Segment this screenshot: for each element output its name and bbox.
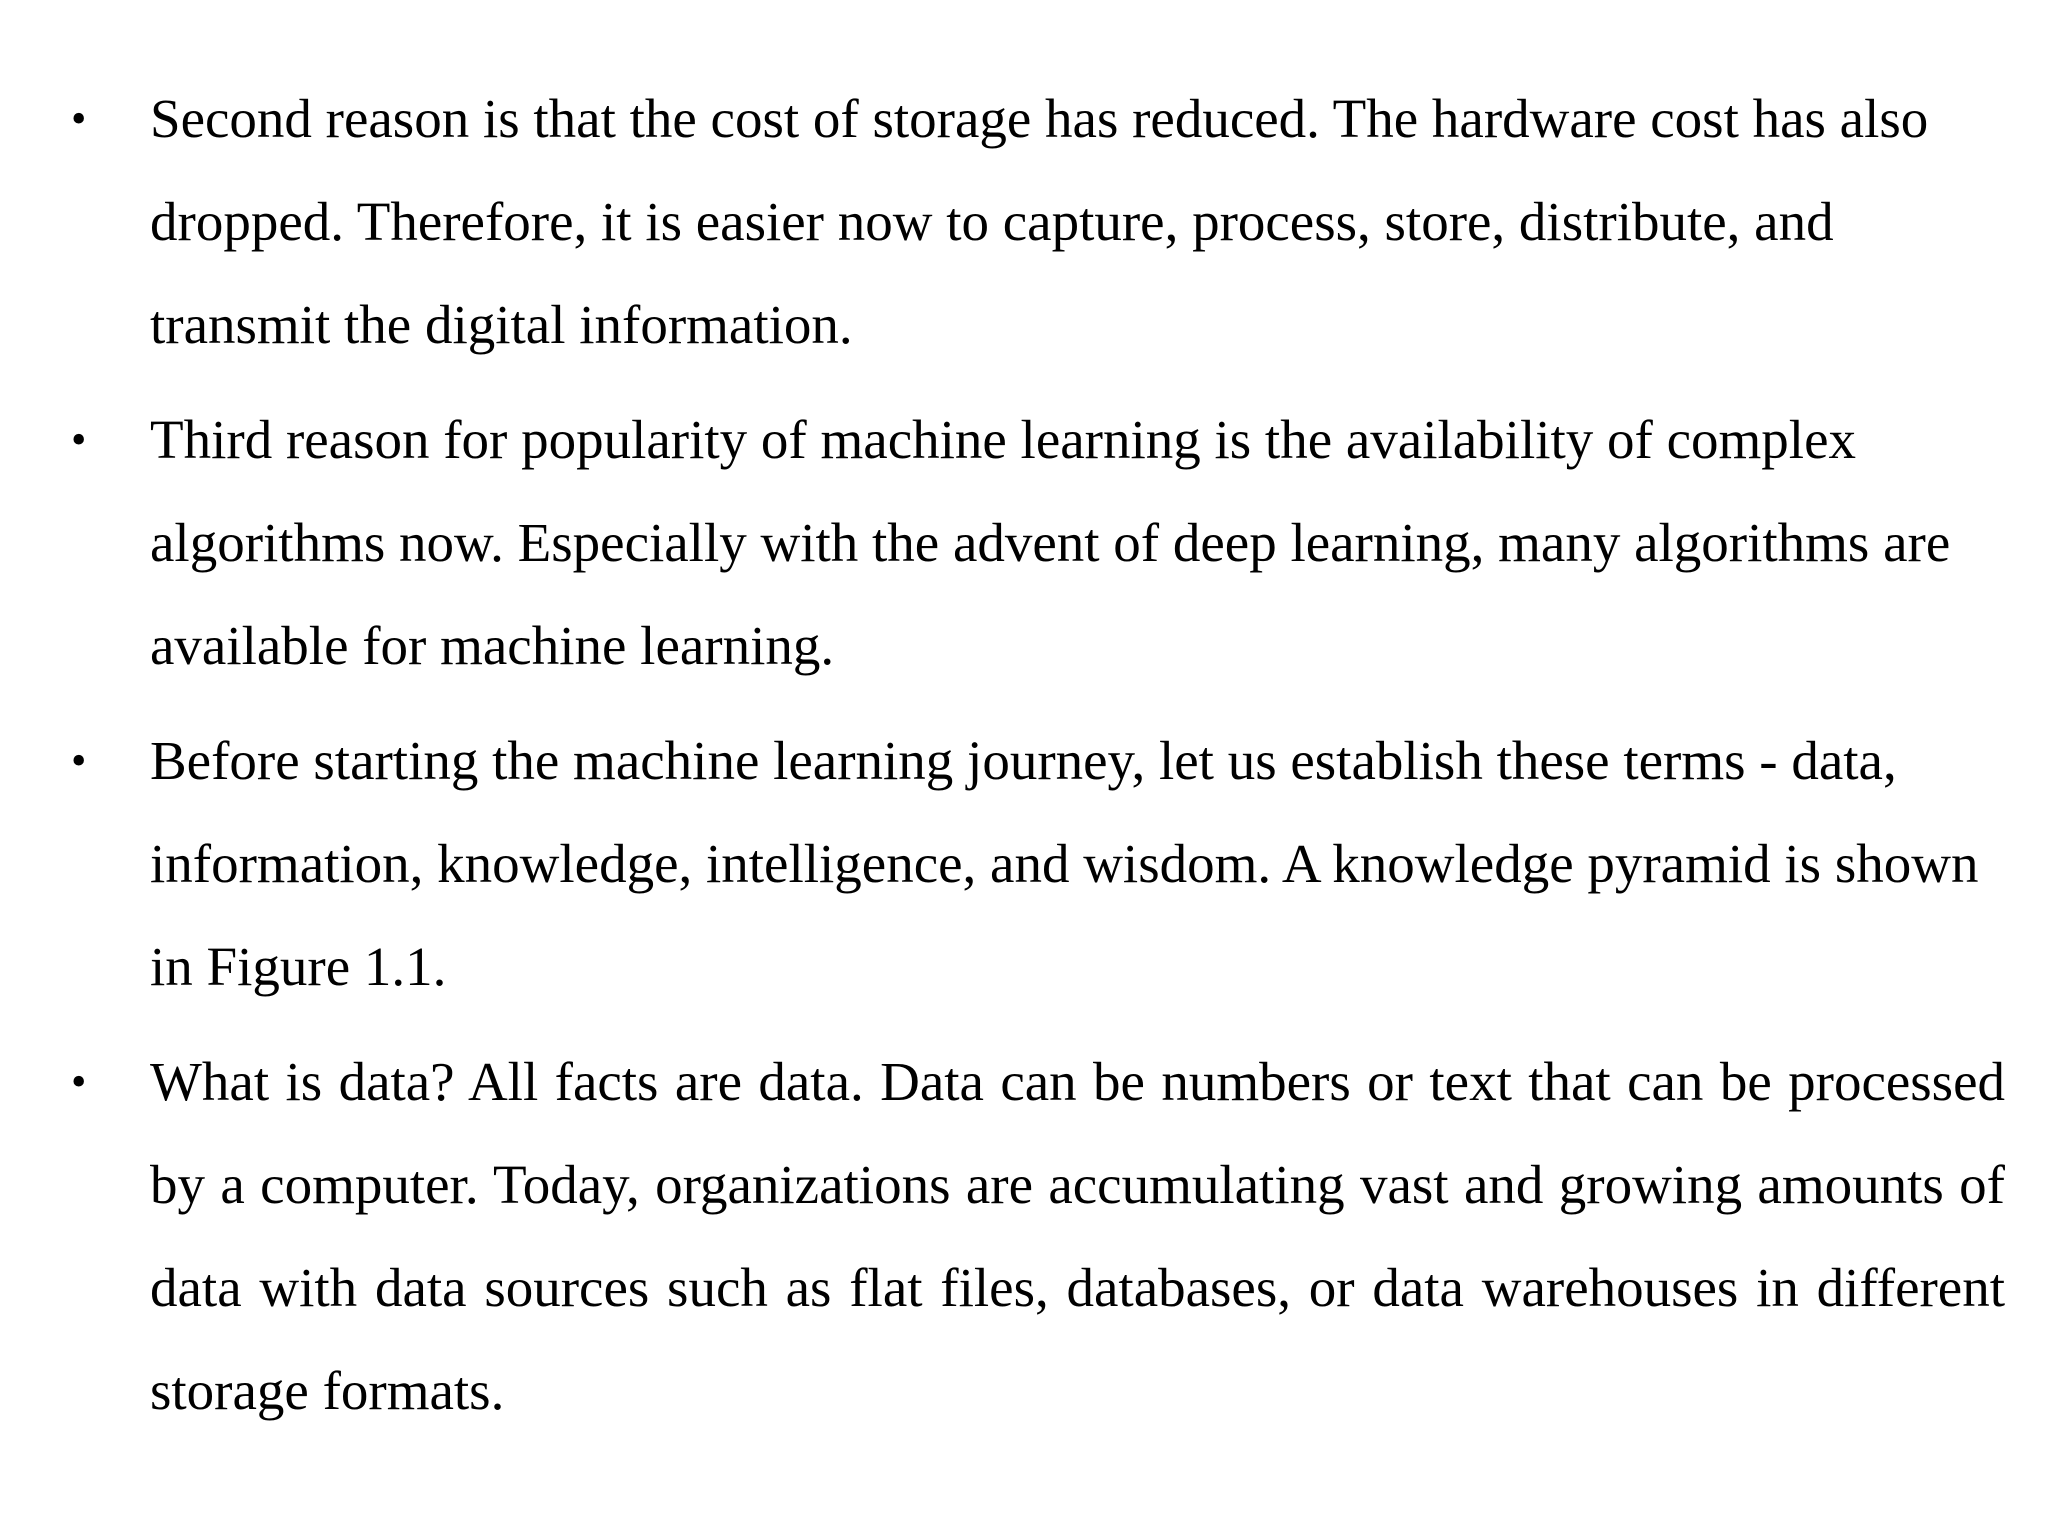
bullet-text-complex-algorithms: Third reason for popularity of machine learning is the availability of complex algorithms now. Especially with the advent of deep learning, many algorithms are available for machine learning. — [150, 409, 1951, 676]
bullet-text-storage-cost: Second reason is that the cost of storage has reduced. The hardware cost has also dropped. Therefore, it is easier now to capture, process, store, distribute, and transmit the digital information. — [150, 88, 1929, 355]
bullet-item-what-is-data — [0, 1030, 2048, 1442]
bullet-text-what-is-data: What is data? All facts are data. Data can be numbers or text that can be processed by a computer. Today, organizations are accumulating vast and growing amounts of data with data sources such as flat files, databases, or data warehouses in different storage formats. — [150, 1051, 2005, 1421]
bullet-marker: • — [71, 94, 87, 143]
bullet-item-complex-algorithms — [0, 388, 2048, 697]
bullet-item-storage-cost — [0, 67, 2048, 376]
bullet-marker: • — [71, 415, 87, 464]
bullet-item-knowledge-terms — [0, 709, 2048, 1018]
bullet-text-knowledge-terms: Before starting the machine learning journey, let us establish these terms - data, information, knowledge, intelligence, and wisdom. A knowledge pyramid is shown in Figure 1.1. — [150, 730, 1979, 997]
bullet-list — [0, 67, 2048, 1454]
bullet-marker: • — [71, 736, 87, 785]
bullet-marker: • — [71, 1057, 87, 1106]
